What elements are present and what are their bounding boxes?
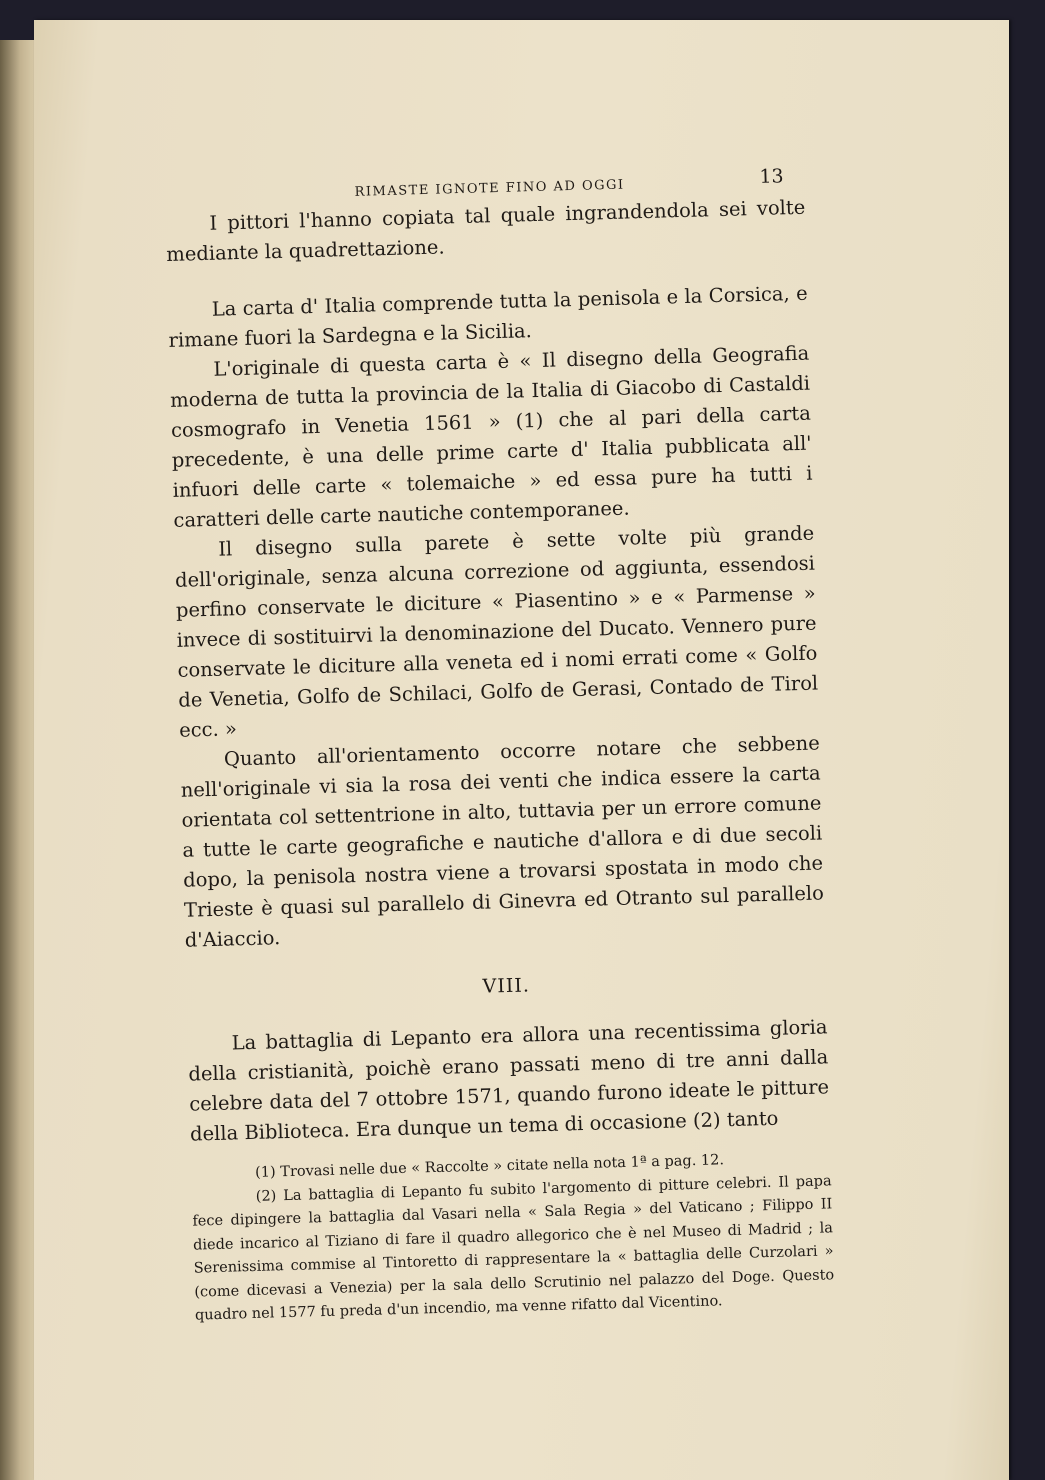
footnote: (2) La battaglia di Lepanto fu subito l'argomento di pitture celebri. Il papa fece dipingere la battaglia dal Vasari nella « Sala Regia » del Vaticano ; Filippo II diede incarico al Tiziano di fare il quadro allegorico che è nel Museo di Madrid ; la Serenissima commise al Tintoretto di rappresentare la « battaglia delle Curzolari » (come dicevasi a Venezia) per la sala dello Scrutinio nel palazzo del Doge. Questo quadro nel 1577 fu preda d'un incendio, ma venne rifatto dal Vicentino. — [192, 1172, 835, 1324]
paragraph: Quanto all'orientamento occorre notare che sebbene nell'originale vi sia la rosa dei venti che indica essere la carta orientata col settentrione in alto, tuttavia per un errore comune a tutte le carte geografiche e nautiche d'allora e di due secoli dopo, la penisola nostra viene a trovarsi spostata in modo che Trieste è quasi sul parallelo di Ginevra ed Otranto sul parallelo d'Aiaccio. — [180, 731, 825, 952]
page-number: 13 — [759, 165, 784, 188]
paragraph: L'originale di questa carta è « Il disegno della Geografia moderna de tutta la provincia de la Italia di Giacobo di Castaldi cosmografo in Venetia 1561 » (1) che al pari della carta precedente, è una delle prime carte d' Italia pubblicata all' infuori delle carte « tolemaiche » ed essa pure ha tutti i caratteri delle carte nautiche contemporanee. — [169, 341, 813, 532]
footnotes — [191, 1146, 835, 1328]
page-content — [164, 153, 835, 1328]
main-text — [165, 193, 830, 1150]
running-head-title: RIMASTE IGNOTE FINO AD OGGI — [354, 177, 625, 200]
section-heading: VIII. — [482, 974, 531, 998]
paragraph: I pittori l'hanno copiata tal quale ingrandendola sei volte mediante la quadrettazione. — [165, 195, 806, 266]
paragraph: La battaglia di Lepanto era allora una recentissima gloria della cristianità, poichè erano passati meno di tre anni dalla celebre data del 7 ottobre 1571, quando furono ideate le pitture della Biblioteca. Era dunque un tema di occasione (2) tanto — [188, 1015, 830, 1146]
paragraph: Il disegno sulla parete è sette volte più grande dell'originale, senza alcuna correzione od aggiunta, essendosi perfino conservate le diciture « Piasentino » e « Parmense » invece di sostituirvi la denominazione del Ducato. Vennero pure conservate le diciture alla veneta ed i nomi errati come « Golfo de Venetia, Golfo de Schilaci, Golfo de Gerasi, Contado de Tirol ecc. » — [174, 521, 819, 742]
book-page — [34, 20, 1009, 1480]
footnote: (1) Trovasi nelle due « Raccolte » citate nella nota 1ª a pag. 12. — [254, 1152, 725, 1181]
paragraph: La carta d' Italia comprende tutta la penisola e la Corsica, e rimane fuori la Sardegna e la Sicilia. — [168, 281, 808, 352]
